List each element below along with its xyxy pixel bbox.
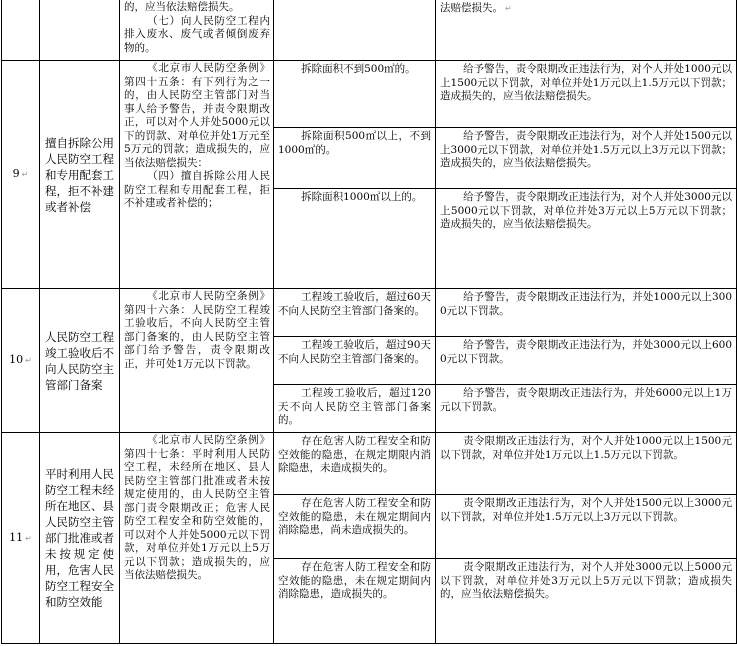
condition-text: 拆除面积500㎡以上，不到1000㎡的。	[278, 130, 431, 156]
basis-cell	[120, 433, 274, 644]
condition-cell	[274, 61, 436, 128]
penalty-cell	[436, 61, 737, 128]
penalty-cell	[436, 189, 737, 289]
penalty-text: 责令限期改正违法行为，对个人并处1500元以上3000元以下罚款，对单位并处1.5万元以上3万元以下罚款。	[440, 497, 732, 523]
cell-end-marker: ↵	[25, 356, 32, 366]
condition-cell	[274, 289, 436, 337]
penalty-text: 给予警告，责令限期改正违法行为，对个人并处1500元以上3000元以下罚款，对单位并处1.5万元以上3万元以下罚款；造成损失的，应当依法赔偿损失。	[440, 130, 732, 169]
penalty-cell	[436, 385, 737, 433]
penalty-cell	[436, 0, 737, 61]
row-number-cell	[2, 289, 40, 433]
penalty-cell	[436, 337, 737, 385]
behavior-cell	[40, 289, 120, 433]
condition-text: 拆除面积不到500㎡的。	[301, 63, 416, 75]
condition-text: 工程竣工验收后，超过90天不向人民防空主管部门备案的。	[278, 339, 431, 365]
behavior-cell	[40, 433, 120, 644]
behavior-text: 平时利用人民防空工程未经所在地区、县人民防空主管部门批准或者未按规定使用，危害人民防空工程安全和防空效能	[45, 467, 114, 609]
condition-cell-empty	[274, 0, 436, 61]
row-number: 9	[12, 167, 20, 181]
cell-end-marker: ↵	[505, 4, 512, 13]
penalty-cell	[436, 495, 737, 559]
basis-cell	[120, 0, 274, 61]
condition-cell	[274, 433, 436, 495]
penalty-text: 给予警告，责令限期改正违法行为，并处1000元以上3000元以下罚款。	[440, 291, 732, 317]
row-number-cell	[2, 61, 40, 289]
table-row	[2, 61, 737, 128]
condition-text: 存在危害人防工程安全和防空效能的隐患，在规定期限内消除隐患，未造成损失的。	[278, 435, 431, 474]
behavior-text: 人民防空工程竣工验收后不向人民防空主管部门备案	[45, 329, 114, 392]
basis-text: 《北京市人民防空条例》第四十七条：平时利用人民防空工程，未经所在地区、县人民防空主管部门批准或者未按规定使用的，由人民防空主管部门责令限期改正；危害人民防空工程安全和防空效能的，可以对个人并处5000元以下罚款，对单位并处1万元以上5万元以下罚款；造成损失的，应当依法赔偿损失。	[124, 434, 270, 581]
penalty-text: 责令限期改正违法行为，对个人并处1000元以上1500元以下罚款，对单位并处1万元以上1.5万元以下罚款。	[440, 435, 732, 461]
basis-text: （四）擅自拆除公用人民防空工程和专用配套工程，拒不补建或者补偿的；	[124, 170, 270, 209]
condition-cell	[274, 337, 436, 385]
penalty-text: 给予警告，责令限期改正违法行为，对个人并处1000元以上1500元以下罚款，对单位并处1万元以上1.5万元以下罚款；造成损失的，应当依法赔偿损失。	[440, 63, 732, 102]
penalty-text: 责令限期改正违法行为，对个人并处3000元以上5000元以下罚款，对单位并处3万元以上5万元以下罚款；造成损失的，应当依法赔偿损失。	[440, 561, 732, 600]
condition-cell	[274, 189, 436, 289]
condition-cell	[274, 385, 436, 433]
condition-text: 拆除面积1000㎡以上的。	[301, 191, 423, 203]
penalty-text: 给予警告，责令限期改正违法行为，并处6000元以上1万元以下罚款。	[440, 387, 732, 413]
row-number-cell	[2, 433, 40, 644]
basis-text: 《北京市人民防空条例》第四十五条：有下列行为之一的，由人民防空主管部门对当事人给予警告，并责令限期改正，可以对个人并处5000元以下的罚款、对单位并处1万元至5万元的罚款；造成损失的，应当依法赔偿损失：	[124, 62, 270, 169]
cell-end-marker: ↵	[21, 170, 29, 180]
row-number: 10	[9, 353, 24, 367]
condition-text: 存在危害人防工程安全和防空效能的隐患，未在规定期间内消除隐患，造成损失的。	[278, 561, 431, 600]
penalty-text: 法赔偿损失。	[440, 2, 503, 14]
basis-text: 《北京市人民防空条例》第四十六条：人民防空工程竣工验收后，不向人民防空主管部门备案的，由人民防空主管部门给予警告，责令限期改正，并可处1万元以下罚款。	[124, 290, 270, 370]
table-row-continuation	[2, 0, 737, 61]
basis-cell	[120, 61, 274, 289]
behavior-cell	[40, 61, 120, 289]
penalty-standards-table	[1, 0, 737, 644]
cell-end-marker: ↵	[25, 533, 32, 543]
basis-cell	[120, 289, 274, 433]
penalty-text: 给予警告，责令限期改正违法行为，并处3000元以上6000元以下罚款。	[440, 339, 732, 365]
penalty-cell	[436, 433, 737, 495]
behavior-cell-empty	[40, 0, 120, 61]
condition-text: 工程竣工验收后，超过120天不向人民防空主管部门备案的。	[278, 387, 431, 426]
penalty-cell	[436, 559, 737, 644]
penalty-cell	[436, 289, 737, 337]
penalty-cell	[436, 128, 737, 189]
condition-text: 工程竣工验收后，超过60天不向人民防空主管部门备案的。	[278, 291, 431, 317]
basis-text: 的，应当依法赔偿损失。	[124, 1, 240, 13]
basis-text: （七）向人民防空工程内排入废水、废气或者倾倒废弃物的。	[124, 14, 270, 54]
condition-cell	[274, 128, 436, 189]
condition-text: 存在危害人防工程安全和防空效能的隐患，未在规定期间内消除隐患，尚未造成损失的。	[278, 497, 431, 536]
table-row	[2, 289, 737, 337]
row-number: 11	[9, 530, 24, 544]
condition-cell	[274, 495, 436, 559]
condition-cell	[274, 559, 436, 644]
no-cell-empty	[2, 0, 40, 61]
behavior-text: 擅自拆除公用人民防空工程和专用配套工程，拒不补建或者补偿	[45, 135, 114, 214]
table-row	[2, 433, 737, 495]
penalty-text: 给予警告，责令限期改正违法行为，对个人并处3000元以上5000元以下罚款，对单位并处3万元以上5万元以下罚款；造成损失的，应当依法赔偿损失。	[440, 191, 732, 230]
